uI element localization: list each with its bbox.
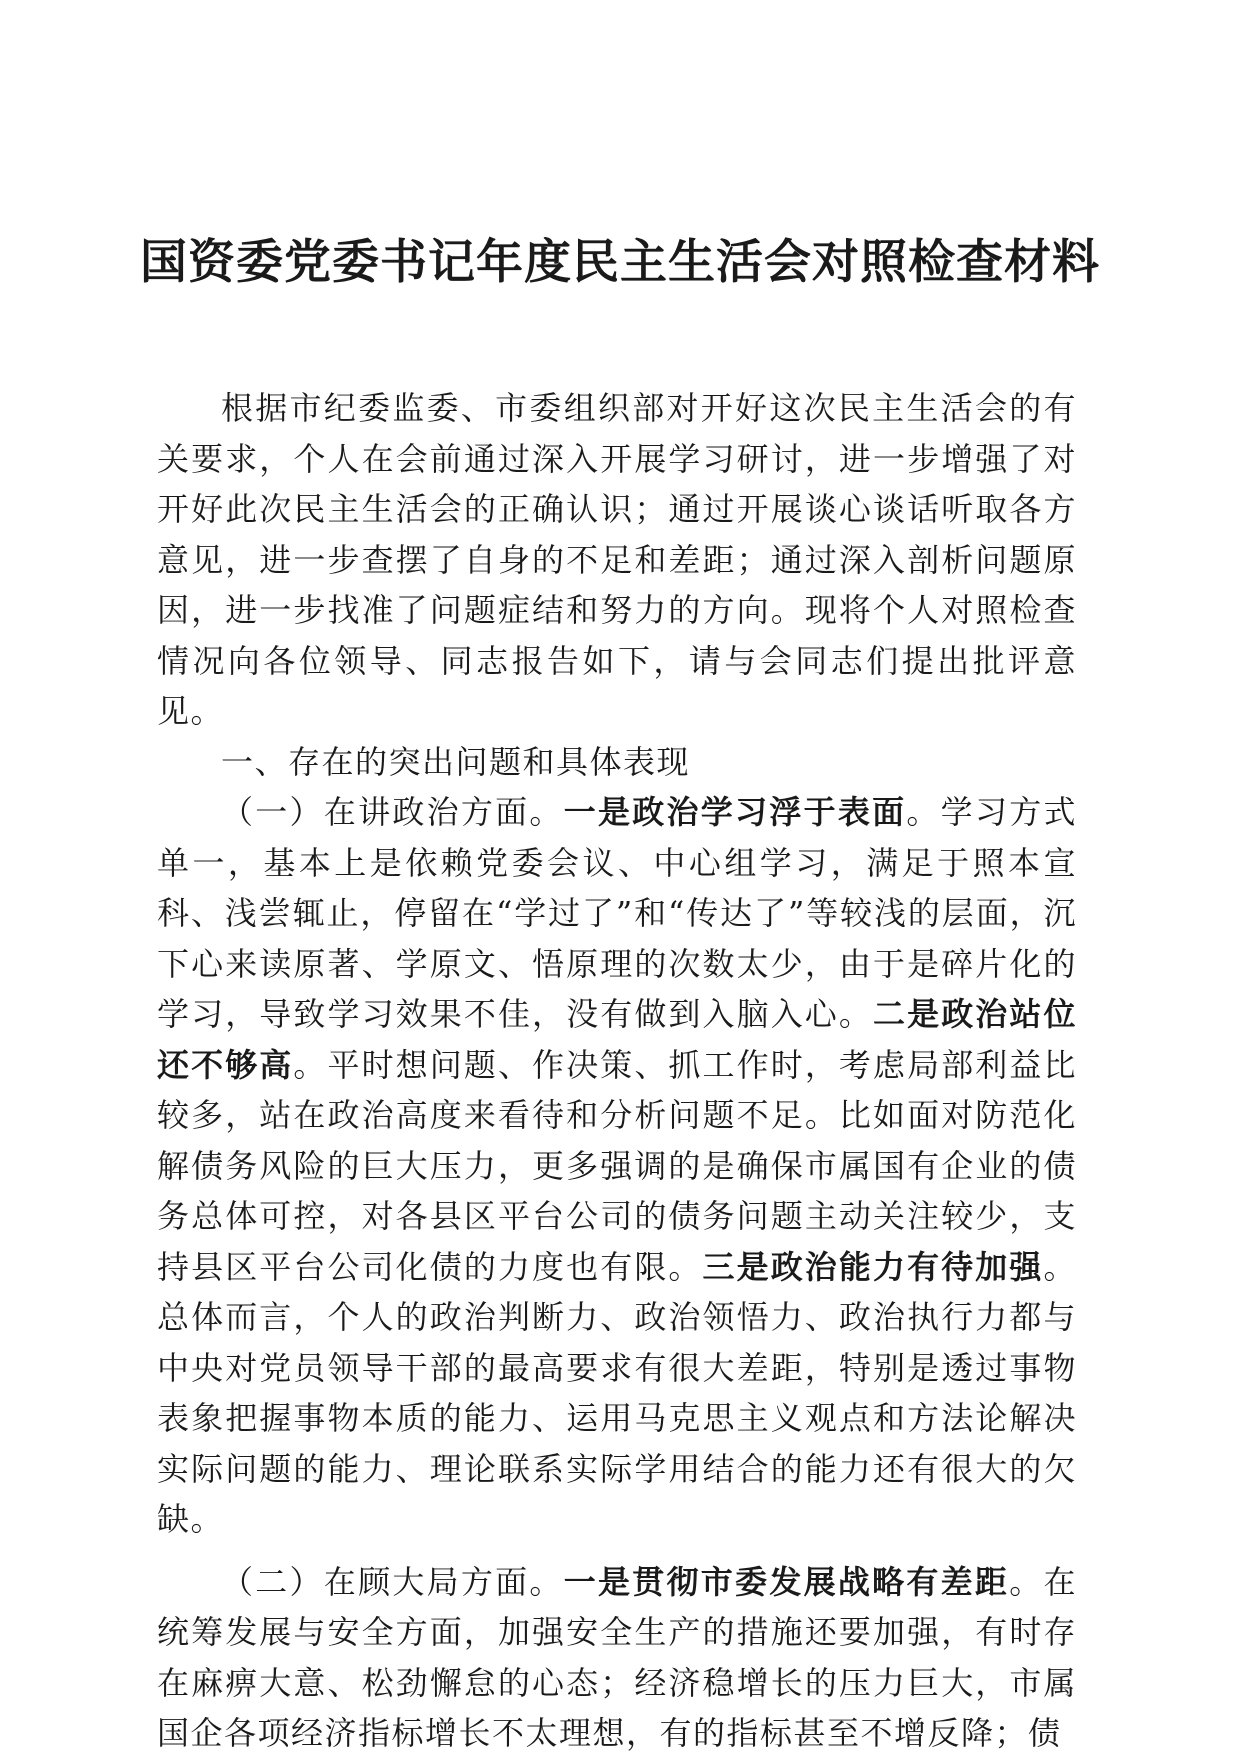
subsection-overall-label: （二）在顾大局方面。 bbox=[221, 1562, 564, 1601]
section-heading-problems: 一、存在的突出问题和具体表现 bbox=[221, 742, 691, 781]
point-title: 二是政治站位还不够高 bbox=[157, 995, 1077, 1084]
point-text: 。总体而言，个人的政治判断力、政治领悟力、政治执行力都与中央对党员领导干部的最高要求有很大差距，特别是透过事物表象把握事物本质的能力、运用马克思主义观点和方法论解决实际问题的能力、理论联系实际学用结合的能力还有很大的欠缺。 bbox=[157, 1247, 1077, 1538]
point-title: 一是政治学习浮于表面 bbox=[563, 793, 907, 831]
point-title: 一是贯彻市委发展战略有差距 bbox=[563, 1562, 1010, 1601]
subsection-politics-label: （一）在讲政治方面。 bbox=[221, 793, 564, 831]
document-title: 国资委党委书记年度民主生活会对照检查材料 bbox=[140, 235, 1100, 290]
subsection-overall-paragraph bbox=[157, 1557, 1077, 1759]
subsection-politics-paragraph bbox=[157, 787, 1077, 1545]
point-text: 。平时想问题、作决策、抓工作时，考虑局部利益比较多，站在政治高度来看待和分析问题不足。比如面对防范化解债务风险的巨大压力，更多强调的是确保市属国有企业的债务总体可控，对各县区平台公司的债务问题主动关注较少，支持县区平台公司化债的力度也有限。 bbox=[157, 1045, 1077, 1286]
point-text: 。在统筹发展与安全方面，加强安全生产的措施还要加强，有时存在麻痹大意、松劲懈怠的心态；经济稳增长的压力巨大，市属国企各项经济指标增长不太理想，有的指标甚至不增反降；债 bbox=[157, 1562, 1077, 1752]
point-title: 三是政治能力有待加强 bbox=[702, 1247, 1044, 1286]
intro-paragraph: 根据市纪委监委、市委组织部对开好这次民主生活会的有关要求，个人在会前通过深入开展学习研讨，进一步增强了对开好此次民主生活会的正确认识；通过开展谈心谈话听取各方意见，进一步查摆了自身的不足和差距；通过深入剖析问题原因，进一步找准了问题症结和努力的方向。现将个人对照检查情况向各位领导、同志报告如下，请与会同志们提出批评意见。 bbox=[157, 389, 1077, 730]
point-text: 。学习方式单一，基本上是依赖党委会议、中心组学习，满足于照本宣科、浅尝辄止，停留在“学过了”和“传达了”等较浅的层面，沉下心来读原著、学原文、悟原理的次数太少，由于是碎片化的学习，导致学习效果不佳，没有做到入脑入心。 bbox=[157, 793, 1077, 1033]
document-body bbox=[157, 383, 1077, 1759]
